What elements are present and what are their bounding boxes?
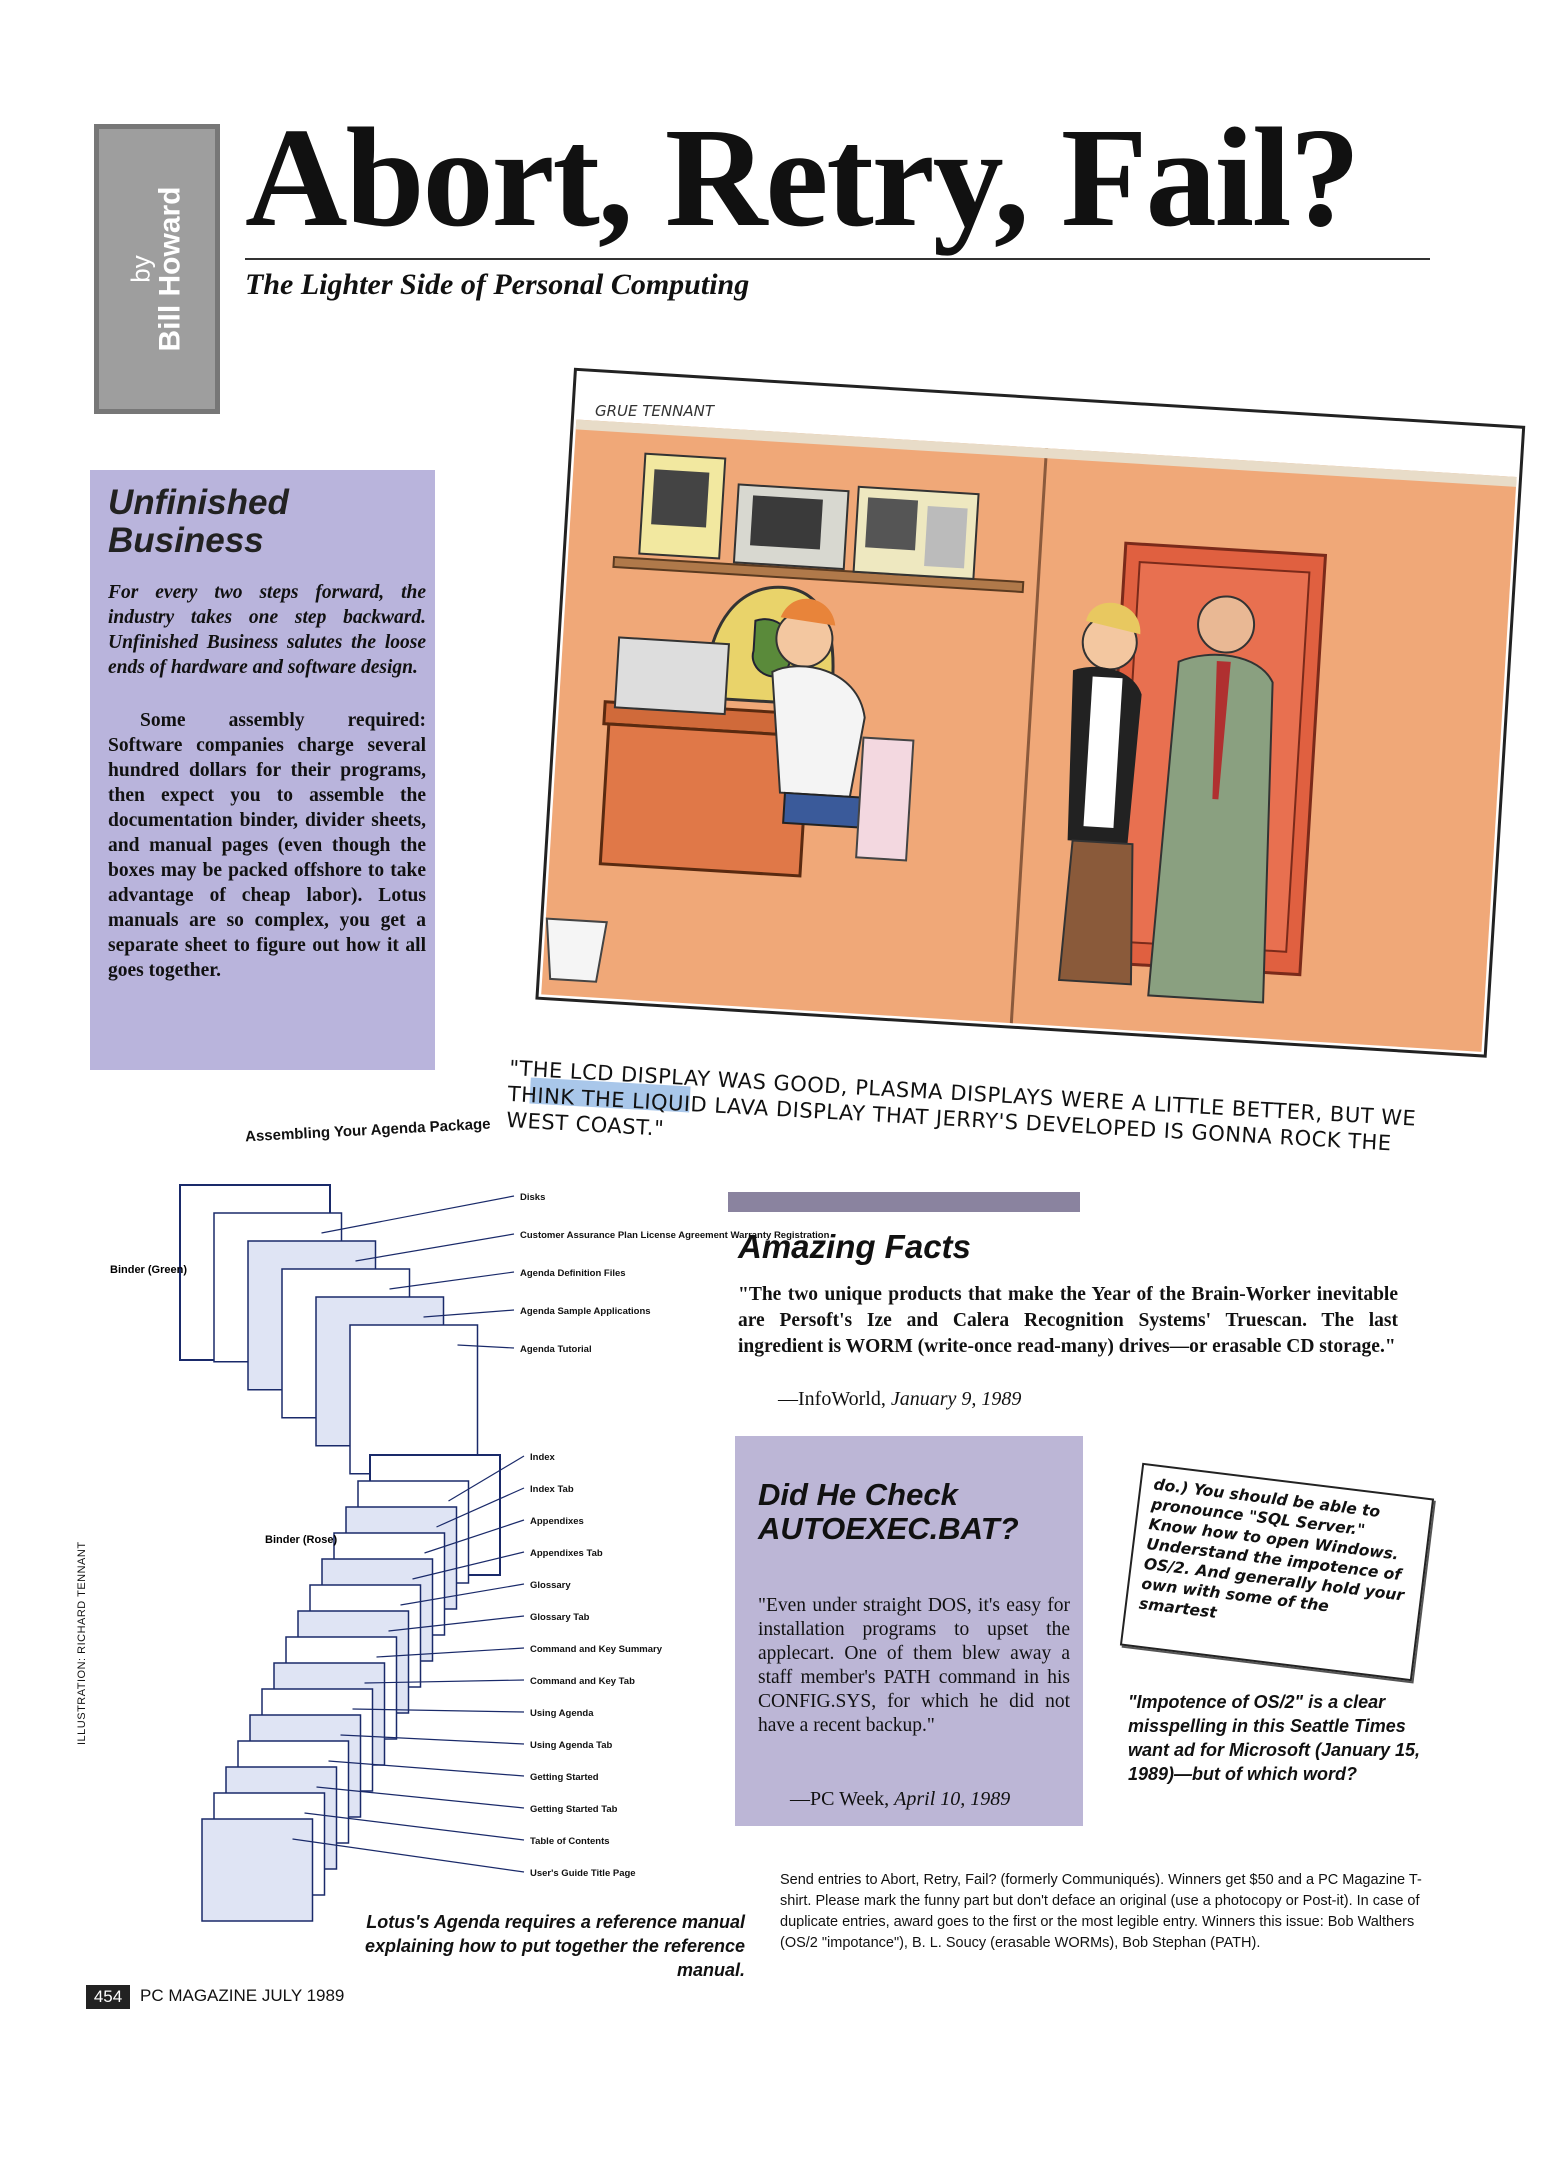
diagram-label: Table of Contents (530, 1836, 610, 1847)
agenda-caption: Lotus's Agenda requires a reference manual explaining how to put together the reference manual. (364, 1912, 745, 1980)
binder-rose-label: Binder (Rose) (265, 1534, 338, 1546)
diagram-label: Getting Started (530, 1772, 599, 1783)
bottom-binder-stack (202, 1452, 663, 1921)
cartoon-illustration (535, 388, 1535, 1048)
magazine-footer: PC MAGAZINE JULY 1989 (140, 1986, 345, 2005)
binder-green-label: Binder (Green) (110, 1264, 188, 1276)
unfinished-business-body: Some assembly required: Software companies charge several hundred dollars for their programs, then expect you to assemble the documentation binder, divider sheets, and manual pages (even though the boxes may be packed offshore to take advantage of cheap labor). Lotus manuals are so complex, you get a separate sheet to figure out how it all goes together. (108, 710, 426, 981)
diagram-label: User's Guide Title Page (530, 1868, 636, 1879)
unfinished-business-title: Unfinished Business (108, 483, 289, 560)
amazing-facts-title: Amazing Facts (738, 1228, 971, 1265)
diagram-label: Disks (520, 1192, 546, 1203)
amazing-facts-source (778, 1388, 1021, 1411)
cartoon-signature: GRUE TENNANT (595, 402, 714, 420)
binder-sheet (202, 1819, 313, 1921)
diagram-label: Glossary (530, 1580, 571, 1591)
title-rule (245, 258, 1430, 260)
byline-by: by (125, 255, 156, 283)
did-he-check-source (790, 1788, 1010, 1811)
source-date: April 10, 1989 (894, 1788, 1011, 1810)
binder-sheet (350, 1325, 478, 1474)
top-binder-stack (180, 1185, 830, 1474)
want-ad-caption: "Impotence of OS/2" is a clear misspelling in this Seattle Times want ad for Microsoft (January 15, 1989)—but of which word? (1128, 1692, 1421, 1784)
unfinished-business-intro: For every two steps forward, the industry takes one step backward. Unfinished Business salutes the loose ends of hardware and software design. (108, 582, 426, 678)
byline-author: Bill Howard (153, 186, 187, 352)
diagram-label: Customer Assurance Plan License Agreement Warranty Registration (520, 1230, 830, 1241)
diagram-label: Agenda Sample Applications (520, 1306, 651, 1317)
leader-line (322, 1196, 515, 1233)
amazing-facts-quote: "The two unique products that make the Year of the Brain-Worker inevitable are Persoft's Ize and Calera Recognition Systems' Truescan. The last ingredient is WORM (write-once read-many) drives—or erasable CD storage." (738, 1284, 1398, 1357)
leader-line (356, 1234, 515, 1261)
diagram-label: Using Agenda Tab (530, 1740, 613, 1751)
source-prefix: —InfoWorld, (778, 1388, 891, 1410)
diagram-label: Index Tab (530, 1484, 574, 1495)
page-subtitle: The Lighter Side of Personal Computing (245, 268, 750, 301)
want-ad-text: do.) You should be able to pronounce "SQL Server." Know how to open Windows. Understand the impotence of OS/2. And generally hold your own with some of the smartest (1138, 1475, 1406, 1622)
diagram-label: Glossary Tab (530, 1612, 590, 1623)
did-he-check-title: Did He Check AUTOEXEC.BAT? (758, 1477, 1019, 1546)
diagram-label: Agenda Tutorial (520, 1344, 592, 1355)
contest-info: Send entries to Abort, Retry, Fail? (formerly Communiqués). Winners get $50 and a PC Magazine T-shirt. Please mark the funny part but don't deface an original (use a photocopy or Post-it). In case of duplicate entries, award goes to the first or the most legible entry. Winners this issue: Bob Walthers (OS/2 "impotance"), B. L. Soucy (erasable WORMs), Bob Stephan (PATH). (780, 1872, 1422, 1951)
amazing-facts-bar (728, 1192, 1080, 1212)
illustration-credit: ILLUSTRATION: RICHARD TENNANT (76, 1541, 88, 1745)
diagram-label: Command and Key Tab (530, 1676, 635, 1687)
agenda-diagram (110, 1155, 830, 1945)
page-number: 454 (86, 1985, 130, 2009)
did-he-check-quote: "Even under straight DOS, it's easy for installation programs to upset the applecart. One of them blew away a staff member's PATH command in his CONFIG.SYS, for which he did not have a recent backup." (758, 1595, 1070, 1736)
want-ad-clipping (1120, 1463, 1434, 1681)
diagram-label: Getting Started Tab (530, 1804, 618, 1815)
page-title: Abort, Retry, Fail? (245, 98, 1359, 256)
diagram-label: Appendixes Tab (530, 1548, 603, 1559)
source-prefix: —PC Week, (790, 1788, 895, 1810)
diagram-label: Appendixes (530, 1516, 584, 1527)
diagram-label: Index (530, 1452, 555, 1463)
source-date: January 9, 1989 (890, 1388, 1022, 1410)
diagram-label: Agenda Definition Files (520, 1268, 626, 1279)
agenda-diagram-title: Assembling Your Agenda Package (244, 1115, 491, 1146)
cartoon-caption: "THE LCD DISPLAY WAS GOOD, PLASMA DISPLAYS WERE A LITTLE BETTER, BUT WE THINK THE LIQUID LAVA DISPLAY THAT JERRY'S DEVELOPED IS GONNA ROCK THE WEST COAST." (505, 1055, 1417, 1156)
byline-box (94, 124, 220, 414)
diagram-label: Using Agenda (530, 1708, 594, 1719)
diagram-label: Command and Key Summary (530, 1644, 662, 1655)
